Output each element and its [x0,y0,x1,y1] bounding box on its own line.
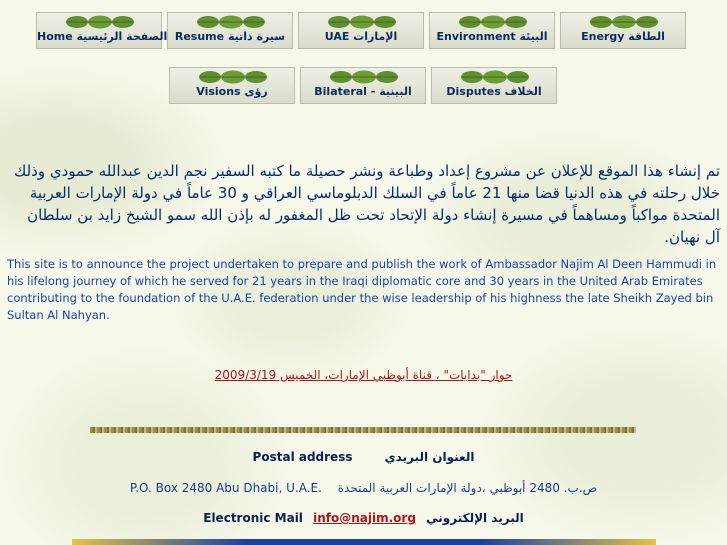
email-line [0,511,727,525]
nav-uae-label: UAE الإمارات [324,30,398,43]
nav-disputes-button[interactable] [431,67,557,104]
nav-energy-button[interactable] [560,12,686,49]
postal-address-label-en: Postal address [252,450,353,464]
nav-environment-label: Environment البيئة [436,30,548,43]
leaves-icon [458,14,528,30]
po-box-en: P.O. Box 2480 Abu Dhabi, U.A.E. [129,481,322,495]
leaves-icon [196,14,266,30]
po-box-ar: ص.ب. 2480 أبوظبي ،دولة الإمارات العربية المتحدة [337,481,598,495]
email-link[interactable]: info@najim.org [313,511,416,525]
nav-visions-button[interactable] [169,67,295,104]
bottom-decorative-bar [72,539,656,545]
po-box-line [0,481,727,495]
postal-address-label-ar: العنوان البريدي [384,450,475,464]
postal-address-heading [0,450,727,464]
leaves-icon [329,69,399,85]
interview-link[interactable]: حوار "بدايات" ، قناة أبوظبي الإمارات، الخميس 2009/3/19 [214,368,513,382]
email-label-ar: البريد الإلكتروني [426,511,524,525]
nav-bilateral-button[interactable] [300,67,426,104]
intro-arabic-paragraph: تم إنشاء هذا الموقع للإعلان عن مشروع إعداد وطباعة ونشر حصيلة ما كتبه السفير نجم الدين عبدالله حمودي وذلك خلال رحلته في هذه الدنيا قضا منها 21 عاماً في السلك الدبلوماسي العراقي و 30 عاماً في دولة الإمارات العربية المتحدة مواكباً ومساهماً في مسيرة إنشاء دولة الإتحاد تحت ظل المغفور له بإذن الله سمو الشيخ زايد بن سلطان آل نهيان. [13,162,720,246]
nav-home-label: Home الصفحة الرئيسية [37,30,168,43]
leaves-icon [460,69,530,85]
leaves-icon [65,14,135,30]
nav-visions-label: Visions رؤى [196,85,268,98]
nav-environment-button[interactable] [429,12,555,49]
leaves-icon [327,14,397,30]
leaves-icon [198,69,268,85]
nav-resume-button[interactable] [167,12,293,49]
nav-resume-label: Resume سيرة ذاتية [174,30,286,43]
email-label-en: Electronic Mail [203,511,303,525]
nav-uae-button[interactable] [298,12,424,49]
nav-bilateral-label: Bilateral - البينية [314,85,412,98]
nav-home-button[interactable] [36,12,168,49]
nav-energy-label: Energy الطاقة [581,30,665,43]
decorative-divider [90,427,636,433]
leaves-icon [589,14,659,30]
intro-english-paragraph: This site is to announce the project undertaken to prepare and publish the work of Ambassador Najim Al Deen Hammudi in his lifelong journey of which he served for 21 years in the Iraqi diplomatic core and 30 years in the United Arab Emirates contributing to the foundation of the U.A.E. federation under the wise leadership of his highness the late Sheikh Zayed bin Sultan Al Nahyan. [7,257,717,322]
nav-disputes-label: Disputes الخلاف [446,85,542,98]
